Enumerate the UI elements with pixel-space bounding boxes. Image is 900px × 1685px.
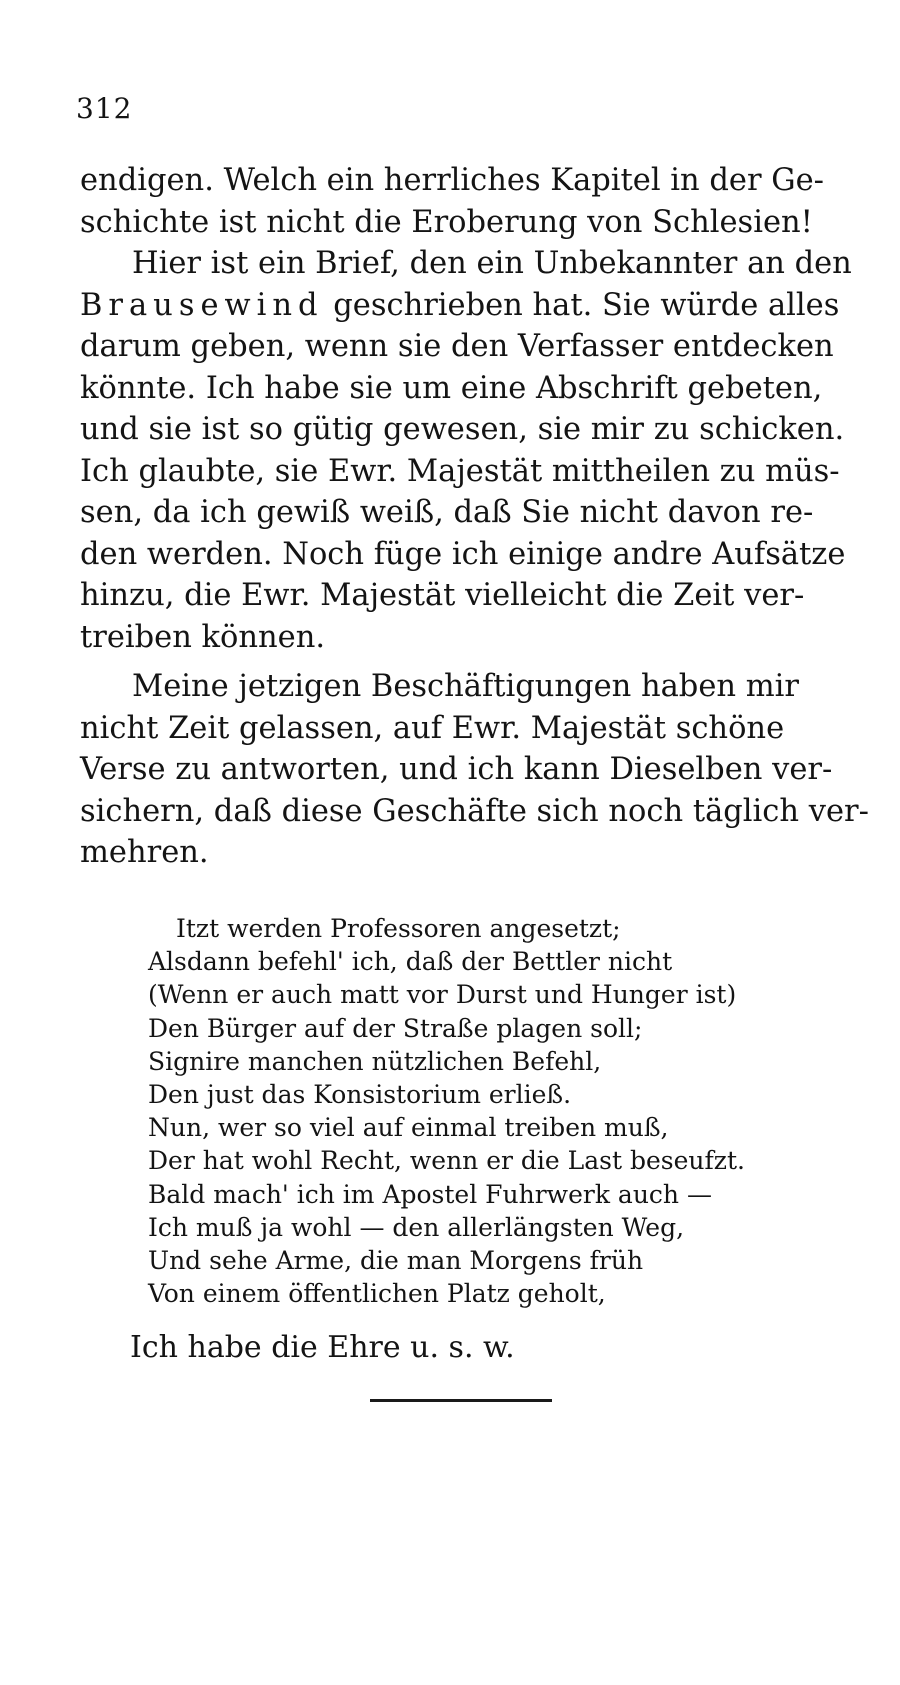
text-line: sen, da ich gewiß weiß, daß Sie nicht davon re- [80, 495, 814, 530]
closing-line: Ich habe die Ehre u. s. w. [130, 1330, 515, 1365]
verse-line: Den Bürger auf der Straße plagen soll; [148, 1013, 643, 1043]
text-line [80, 285, 840, 327]
text-line: sichern, daß diese Geschäfte sich noch täglich ver- [80, 793, 869, 829]
spaced-name: Brausewind [80, 287, 324, 323]
verse-line: Bald mach' ich im Apostel Fuhrwerk auch — [148, 1179, 712, 1209]
verse-line: Alsdann befehl' ich, daß der Bettler nicht [148, 947, 673, 977]
text-line: nicht Zeit gelassen, auf Ewr. Majestät schöne [80, 710, 785, 746]
end-rule [370, 1399, 552, 1402]
text-line: den werden. Noch füge ich einige andre Aufsätze [80, 536, 846, 572]
text-line: und sie ist so gütig gewesen, sie mir zu schicken. [80, 412, 845, 447]
text-line-rest: geschrieben hat. Sie würde alles [323, 287, 840, 323]
text-line: mehren. [80, 835, 209, 870]
verse-line: Nun, wer so viel auf einmal treiben muß, [148, 1113, 669, 1143]
text-line: treiben können. [80, 619, 326, 655]
text-line: könnte. Ich habe sie um eine Abschrift gebeten, [80, 370, 823, 406]
text-line: Meine jetzigen Beschäftigungen haben mir [132, 669, 799, 704]
text-line: Ich glaubte, sie Ewr. Majestät mittheilen zu müs- [80, 453, 840, 489]
text-line: schichte ist nicht die Eroberung von Schlesien! [80, 204, 813, 240]
page-number: 312 [76, 92, 133, 125]
verse-block [148, 912, 808, 1310]
verse-line: Den just das Konsistorium erließ. [148, 1080, 572, 1110]
verse-line: Von einem öffentlichen Platz geholt, [148, 1279, 606, 1309]
text-line: endigen. Welch ein herrliches Kapitel in der Ge- [80, 163, 824, 198]
verse-line: (Wenn er auch matt vor Durst und Hunger ist) [148, 980, 737, 1010]
verse-line: Signire manchen nützlichen Befehl, [148, 1046, 602, 1076]
verse-line: Der hat wohl Recht, wenn er die Last beseufzt. [148, 1146, 745, 1176]
text-line: Hier ist ein Brief, den ein Unbekannter an den [132, 246, 852, 281]
verse-line: Und sehe Arme, die man Morgens früh [148, 1246, 644, 1276]
text-line: hinzu, die Ewr. Majestät vielleicht die Zeit ver- [80, 578, 805, 613]
prose-text [80, 160, 869, 874]
verse-line: Itzt werden Professoren angesetzt; [176, 914, 621, 943]
verse-line: Ich muß ja wohl — den allerlängsten Weg, [148, 1212, 685, 1242]
text-line: darum geben, wenn sie den Verfasser entdecken [80, 329, 834, 364]
text-line: Verse zu antworten, und ich kann Dieselben ver- [80, 752, 833, 787]
